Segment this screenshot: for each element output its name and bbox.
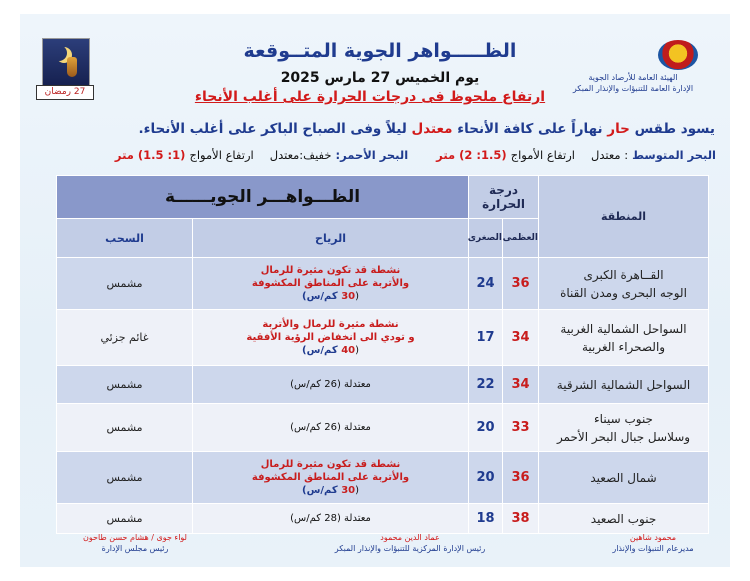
crescent-moon-icon: [51, 45, 67, 61]
min-temp: 17: [469, 310, 503, 366]
wind-cell: [193, 366, 469, 404]
med-sea-state: : معتدل: [590, 148, 629, 162]
central-head-role: رئيس الإدارة المركزية للتنبؤات والإنذار المبكر: [334, 544, 486, 553]
region-name-2: والصحراء الغربية: [581, 339, 666, 354]
ramadan-day-badge: 27 رمضان: [36, 85, 94, 100]
wind-speed: 30: [341, 291, 356, 302]
wind-line-2: و تودي الى انخفاض الرؤية الأفقية: [246, 332, 415, 343]
region-cell: [539, 452, 709, 504]
wind-unit: كم/س): [302, 485, 338, 496]
wind-cell: نشطة قد تكون مثيرة للرمال والأتربة على المناطق المكشوفة (30 كم/س): [193, 452, 469, 504]
clouds-cell: مشمس: [57, 366, 193, 404]
region-name: السواحل الشمالية الشرقية: [556, 377, 691, 392]
red-waves-value: (1: 1.5) متر: [114, 148, 186, 162]
wind-speed: 40: [341, 345, 356, 356]
region-name-2: وسلاسل جبال البحر الأحمر: [556, 429, 691, 444]
signature-central-head: [300, 532, 520, 554]
wind-line-1: معتدلة (28 كم/س): [290, 513, 371, 524]
max-temp: 38: [503, 504, 539, 534]
min-temp: 18: [469, 504, 503, 534]
region-cell: [539, 404, 709, 452]
header-temperature: درجة الحرارة: [469, 176, 539, 219]
wind-line-2: والأتربة على المناطق المكشوفة: [251, 278, 410, 289]
forecast-table: [56, 175, 709, 534]
med-waves-value: (1.5: 2) متر: [436, 148, 507, 162]
header-max: العظمى: [503, 219, 539, 258]
table-row: [57, 310, 709, 366]
chairman-name: لواء جوى / هشام حسن طاحون: [83, 533, 187, 542]
ramadan-lantern-image: [42, 38, 90, 86]
region-name: جنوب سيناء: [594, 411, 653, 426]
region-cell: [539, 366, 709, 404]
header-region: المنطقة: [539, 176, 709, 258]
region-name: شمال الصعيد: [590, 470, 657, 485]
clouds-cell: مشمس: [57, 452, 193, 504]
max-temp: 34: [503, 310, 539, 366]
forecast-date: يوم الخميس 27 مارس 2025: [280, 70, 480, 86]
min-temp: 20: [469, 452, 503, 504]
med-sea-label: البحر المتوسط: [632, 148, 716, 162]
header-clouds: السحب: [57, 219, 193, 258]
weather-summary: [60, 121, 715, 137]
red-waves-label: ارتفاع الأمواج: [189, 148, 254, 162]
header-min: الصغرى: [469, 219, 503, 258]
wind-line-1: معتدلة (26 كم/س): [290, 379, 371, 390]
min-temp: 24: [469, 258, 503, 310]
forecast-headline: ارتفاع ملحوظ فى درجات الحرارة على أغلب الأنحاء: [194, 89, 546, 105]
med-waves-label: ارتفاع الأمواج: [510, 148, 575, 162]
wind-cell: نشطة قد تكون مثيرة للرمال والأتربة على المناطق المكشوفة (30 كم/س): [193, 258, 469, 310]
clouds-cell: غائم جزئي: [57, 310, 193, 366]
header-wind: الرياح: [193, 219, 469, 258]
summary-prefix: يسود طقس: [634, 121, 715, 137]
table-row: [57, 258, 709, 310]
signature-chairman: [60, 532, 210, 554]
red-sea-label: البحر الأحمر:: [335, 148, 409, 162]
wind-cell: نشطة مثيرة للرمال والأتربة و تودي الى انخفاض الرؤية الأفقية (40 كم/س): [193, 310, 469, 366]
region-cell: [539, 258, 709, 310]
chairman-role: رئيس مجلس الإدارة: [101, 544, 169, 553]
wind-line-1: نشطة مثيرة للرمال والأتربة: [262, 319, 399, 330]
region-cell: [539, 310, 709, 366]
region-name-2: الوجه البحرى ومدن القناة: [560, 285, 687, 300]
wind-speed: 30: [341, 485, 356, 496]
ema-logo-icon: [658, 40, 698, 70]
max-temp: 36: [503, 452, 539, 504]
lantern-icon: [67, 57, 77, 77]
org-line-1: الهيئة العامة للأرصاد الجوية: [588, 73, 678, 82]
region-name: القــاهرة الكبرى: [583, 267, 664, 282]
wind-unit: كم/س): [302, 345, 338, 356]
max-temp: 34: [503, 366, 539, 404]
director-name: محمود شاهين: [629, 533, 677, 542]
header-phenomena: الظـــواهـــر الجويــــــة: [57, 176, 469, 219]
summary-hot: حار: [607, 121, 630, 137]
clouds-cell: مشمس: [57, 504, 193, 534]
signature-director: [588, 532, 718, 554]
sea-conditions: [66, 148, 716, 162]
director-role: مديرعام التنبؤات والإنذار: [612, 544, 694, 553]
region-name: جنوب الصعيد: [590, 511, 657, 526]
max-temp: 36: [503, 258, 539, 310]
organization-name: [548, 72, 718, 94]
wind-line-1: نشطة قد تكون مثيرة للرمال: [260, 265, 401, 276]
min-temp: 22: [469, 366, 503, 404]
clouds-cell: مشمس: [57, 258, 193, 310]
summary-moderate: معتدل: [411, 121, 453, 137]
region-cell: [539, 504, 709, 534]
table-row: [57, 404, 709, 452]
max-temp: 33: [503, 404, 539, 452]
min-temp: 20: [469, 404, 503, 452]
wind-line-2: والأتربة على المناطق المكشوفة: [251, 472, 410, 483]
wind-cell: [193, 504, 469, 534]
table-row: [57, 366, 709, 404]
region-name: السواحل الشمالية الغربية: [560, 321, 687, 336]
wind-unit: كم/س): [302, 291, 338, 302]
page-title: الظـــــواهر الجوية المتــوقعة: [243, 40, 517, 62]
central-head-name: عماد الدين محمود: [380, 533, 440, 542]
org-line-2: الإدارة العامة للتنبؤات والإنذار المبكر: [572, 84, 694, 93]
red-sea-state: خفيف:معتدل: [269, 148, 332, 162]
summary-part1: نهاراً على كافة الأنحاء: [457, 121, 603, 137]
clouds-cell: مشمس: [57, 404, 193, 452]
table-row: [57, 452, 709, 504]
summary-part2: ليلاً وفى الصباح الباكر على أغلب الأنحاء.: [138, 121, 407, 137]
table-row: [57, 504, 709, 534]
wind-cell: [193, 404, 469, 452]
wind-line-1: نشطة قد تكون مثيرة للرمال: [260, 459, 401, 470]
wind-line-1: معتدلة (26 كم/س): [290, 422, 371, 433]
